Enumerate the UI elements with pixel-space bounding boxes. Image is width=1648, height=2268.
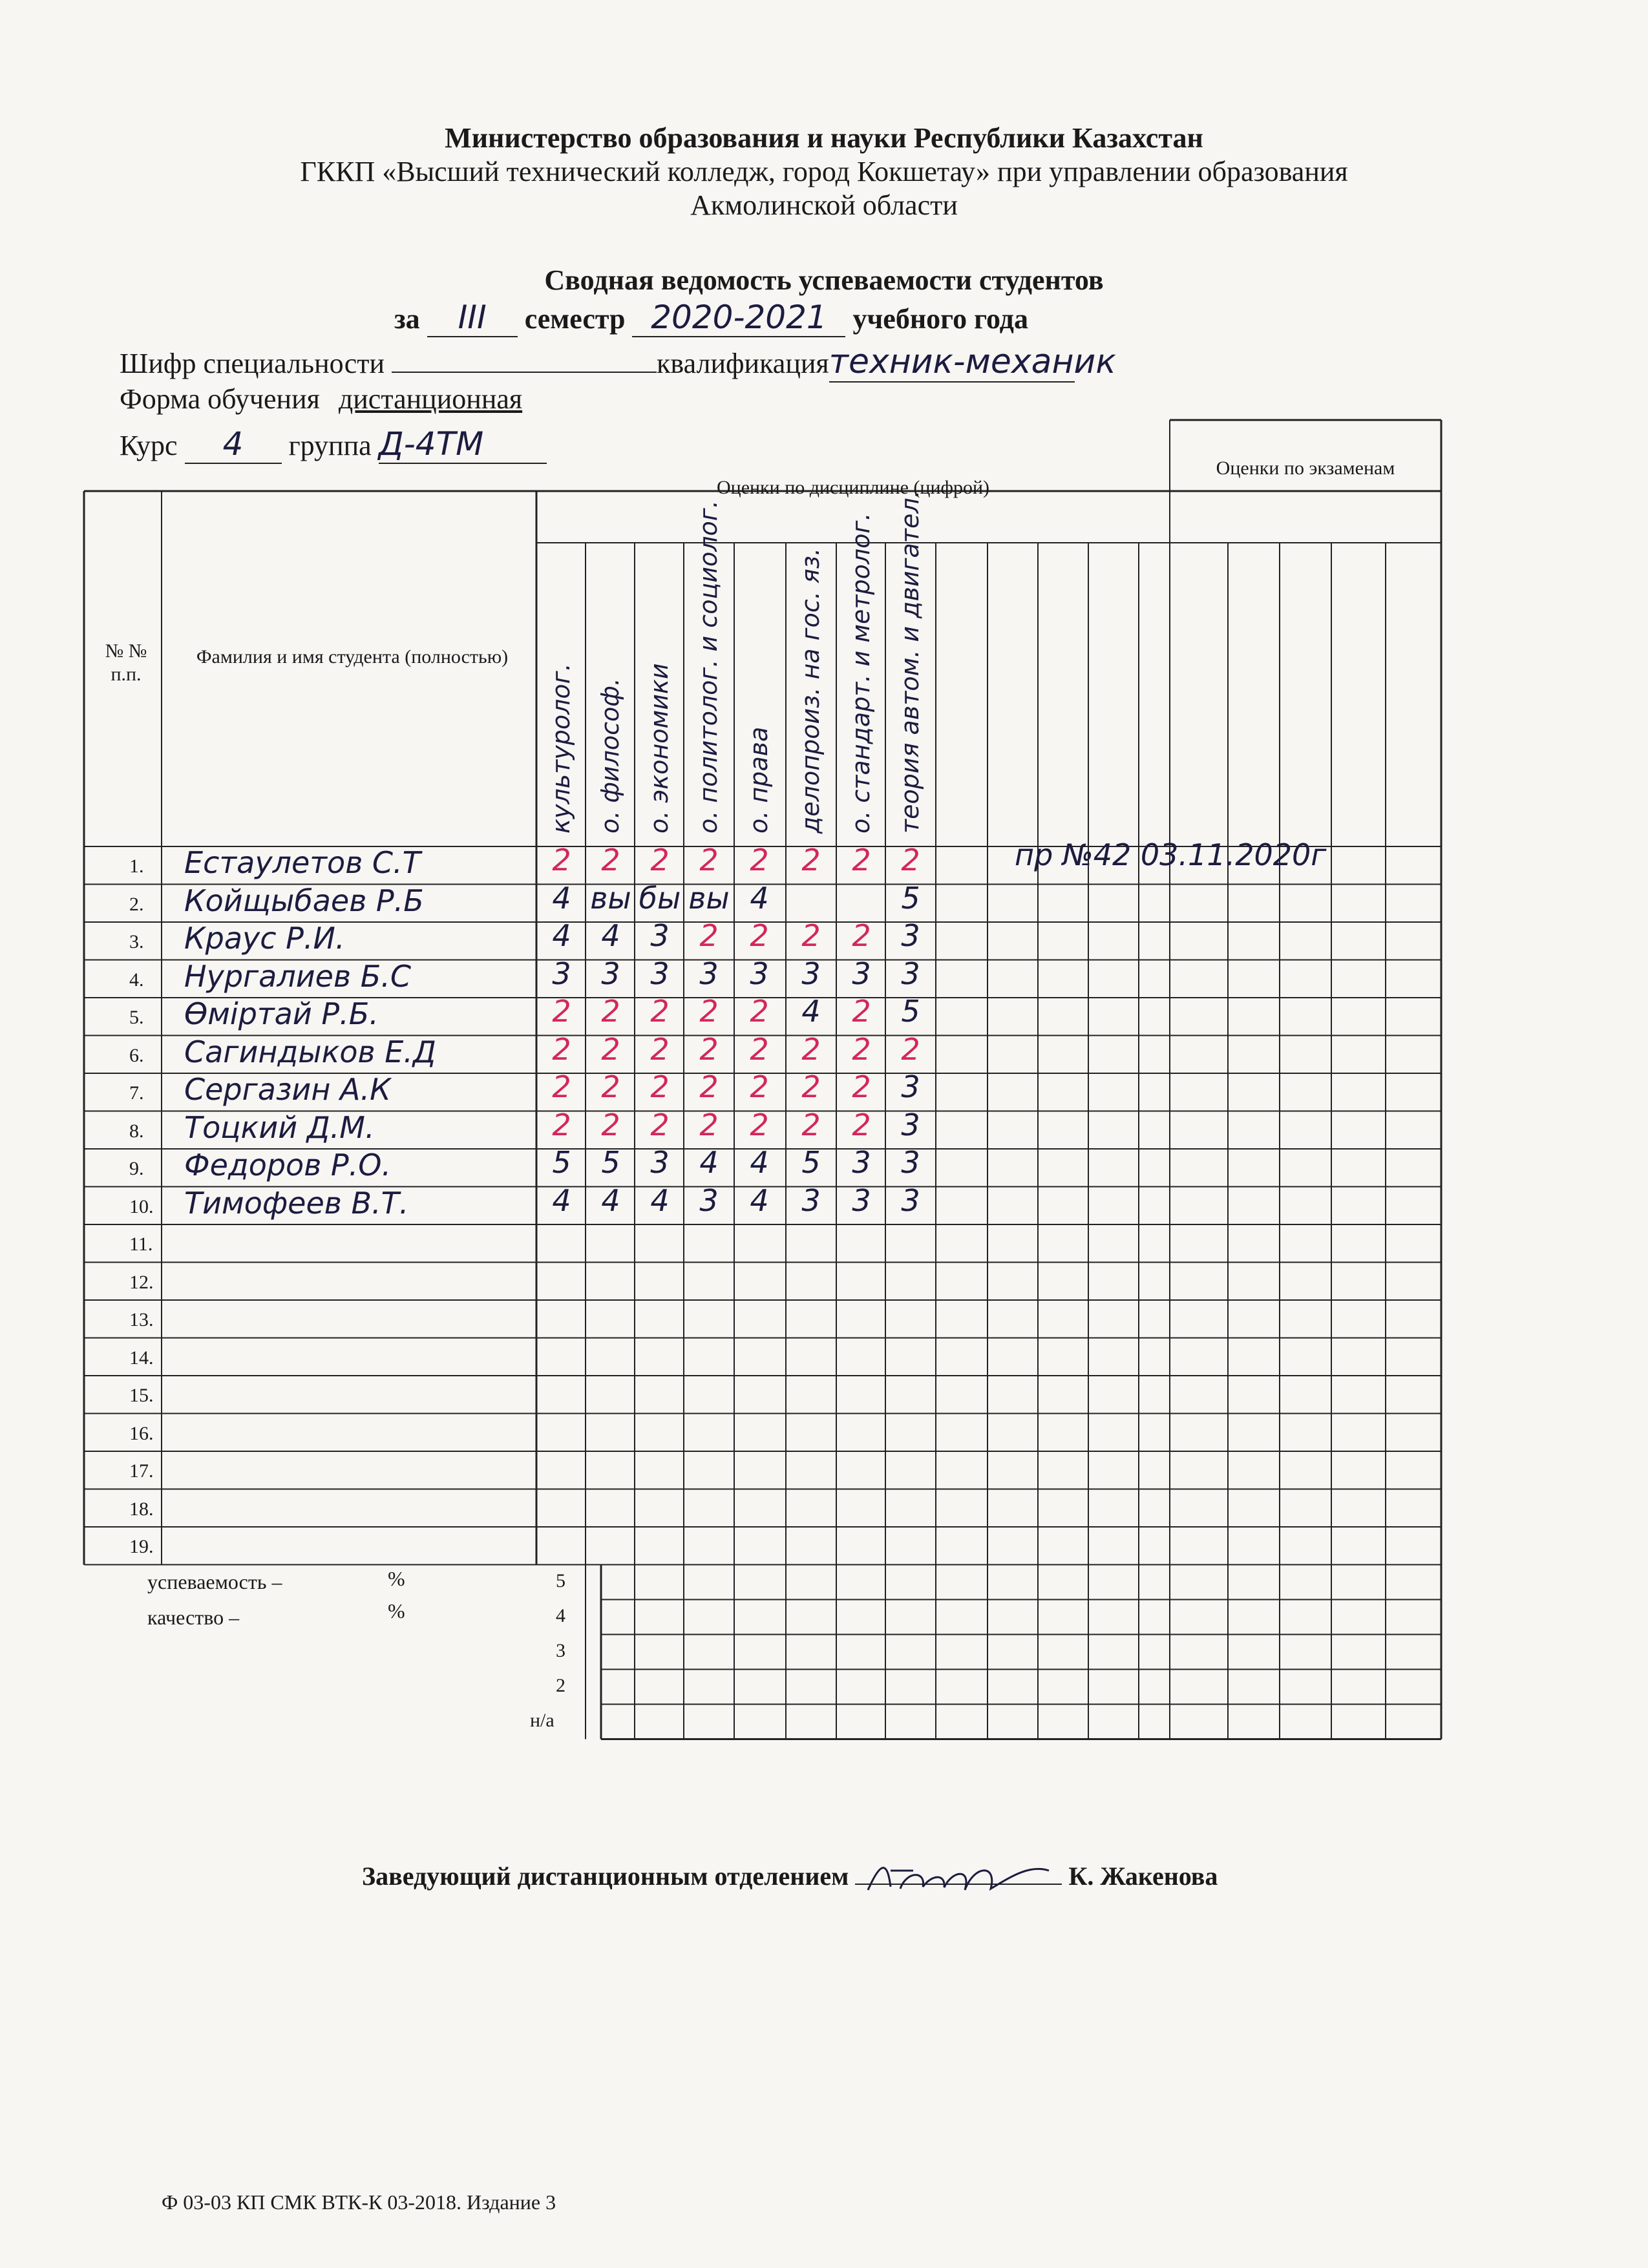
qualification-label: квалификация (657, 348, 829, 379)
grade-cell: 4 (650, 1182, 670, 1218)
grade-cell: 2 (750, 1107, 769, 1142)
signature-line (855, 1884, 1062, 1885)
grade-cell: 2 (801, 1031, 821, 1067)
discipline-header: о. политолог. и социолог. (694, 500, 723, 834)
row-number: 16. (129, 1422, 154, 1444)
semester-label: семестр (524, 303, 626, 335)
course-label: Курс (120, 430, 178, 461)
row-number: 9. (129, 1158, 144, 1179)
row-number: 4. (129, 969, 144, 991)
row-number: 1. (129, 856, 144, 877)
grade-cell: 3 (650, 956, 670, 991)
grade-cell: 4 (601, 1182, 620, 1218)
row-number: 10. (129, 1195, 154, 1217)
grade-cell: 4 (750, 1145, 769, 1180)
grade-cell: 2 (699, 1031, 719, 1067)
grade-cell: бы (639, 880, 681, 916)
grade-cell: 2 (552, 1031, 571, 1067)
quality-percent: % (388, 1599, 405, 1622)
study-form-value: дистанционная (338, 383, 523, 415)
discipline-header: культуролог. (547, 663, 575, 834)
grade-cell: 4 (750, 1182, 769, 1218)
grade-cell: 4 (699, 1145, 719, 1180)
grade-cell: 4 (801, 994, 821, 1029)
row-number: 6. (129, 1044, 144, 1066)
student-name: Естаулетов С.Т (184, 845, 421, 880)
student-name: Тоцкий Д.М. (184, 1109, 375, 1145)
grade-cell: 2 (750, 994, 769, 1029)
grade-cell: 2 (601, 1107, 620, 1142)
student-name: Тимофеев В.Т. (184, 1185, 409, 1221)
year-label: учебного года (852, 303, 1028, 335)
grade-cell: 2 (650, 1107, 670, 1142)
grade-cell: 3 (901, 956, 920, 991)
grade-cell: 4 (750, 880, 769, 916)
grade-cell: 3 (852, 956, 871, 991)
row-number: 8. (129, 1120, 144, 1142)
col-name-header: Фамилия и имя студента (полностью) (196, 646, 509, 667)
row-number: 5. (129, 1007, 144, 1028)
col-exams-header: Оценки по экзаменам (1216, 457, 1395, 479)
grade-cell: вы (590, 880, 631, 916)
grade-cell: 2 (601, 994, 620, 1029)
grade-cell: 5 (901, 994, 920, 1029)
grade-cell: 2 (650, 1069, 670, 1104)
grade-cell: 2 (750, 843, 769, 877)
success-percent: % (388, 1567, 405, 1590)
summary-level: н/а (530, 1709, 555, 1731)
discipline-header: о. стандарт. и метролог. (847, 512, 875, 834)
student-name: Өміртай Р.Б. (184, 996, 379, 1031)
grade-cell: 2 (699, 1069, 719, 1104)
year-sep: - (733, 299, 745, 336)
discipline-header: о. философ. (596, 678, 624, 834)
order-note: пр №42 03.11.2020г (1015, 837, 1327, 872)
grade-cell: 2 (699, 1107, 719, 1142)
row-number: 3. (129, 931, 144, 952)
grade-cell: 3 (801, 1182, 821, 1218)
grade-cell: 5 (801, 1145, 821, 1180)
head-line (362, 1861, 1218, 1891)
document-title: Сводная ведомость успеваемости студентов (544, 264, 1104, 296)
za-label: за (394, 303, 420, 335)
row-number: 14. (129, 1347, 154, 1369)
student-name: Нургалиев Б.С (184, 958, 411, 994)
row-number: 15. (129, 1385, 154, 1406)
grade-cell: 3 (552, 956, 571, 991)
grade-cell: 4 (552, 1182, 571, 1218)
grade-cell: 2 (852, 1031, 871, 1067)
grade-cell: 2 (801, 1107, 821, 1142)
course-value: 4 (185, 425, 282, 464)
row-number: 11. (129, 1234, 153, 1255)
grade-cell: 2 (552, 994, 571, 1029)
grade-cell: 2 (801, 918, 821, 953)
college-name: ГККП «Высший технический колледж, город Кокшетау» при управлении образования (300, 156, 1348, 187)
head-name: К. Жакенова (1068, 1862, 1218, 1891)
discipline-header: делопроиз. на гос. яз. (796, 547, 825, 834)
row-number: 18. (129, 1498, 154, 1520)
student-name: Краус Р.И. (184, 921, 345, 956)
col-disciplines-header: Оценки по дисциплине (цифрой) (716, 477, 990, 498)
grade-cell: 2 (650, 1031, 670, 1067)
grade-cell: 2 (650, 994, 670, 1029)
grade-cell: 4 (601, 918, 620, 953)
grade-cell: 2 (852, 843, 871, 877)
row-number: 17. (129, 1460, 154, 1482)
grade-cell: 3 (901, 918, 920, 953)
grade-cell: 3 (801, 956, 821, 991)
student-name: Сергазин А.К (184, 1072, 391, 1107)
form-code: Ф 03-03 КП СМК ВТК-К 03-2018. Издание 3 (162, 2190, 556, 2214)
grade-cell: 4 (552, 880, 571, 916)
grade-cell: 3 (699, 1182, 719, 1218)
success-label: успеваемость – (147, 1570, 282, 1593)
grade-cell: 2 (699, 843, 719, 877)
grade-cell: 2 (699, 994, 719, 1029)
grade-cell: 2 (601, 843, 620, 877)
grade-cell: 2 (699, 918, 719, 953)
grade-cell: 2 (601, 1069, 620, 1104)
group-value: Д-4ТМ (379, 425, 547, 464)
discipline-header: теория автом. и двигател. (896, 490, 924, 834)
grade-cell: 3 (901, 1069, 920, 1104)
grade-cell: 2 (601, 1031, 620, 1067)
summary-level: 3 (556, 1639, 565, 1661)
summary-level: 2 (556, 1674, 565, 1696)
year-from: 2020 (651, 299, 734, 336)
grade-cell: 2 (750, 1031, 769, 1067)
grade-cell: 5 (552, 1145, 571, 1180)
row-number: 13. (129, 1309, 154, 1330)
grade-cell: 3 (699, 956, 719, 991)
grade-cell: 3 (750, 956, 769, 991)
grade-cell: 2 (852, 1069, 871, 1104)
qualification-value: техник-механик (829, 342, 1116, 381)
signature-image (861, 1858, 1055, 1896)
year-to: 2021 (745, 299, 827, 336)
semester-value: III (427, 299, 518, 337)
row-number: 19. (129, 1536, 154, 1557)
study-form-label: Форма обучения (120, 383, 320, 415)
grade-cell: 2 (552, 843, 571, 877)
summary-level: 4 (556, 1604, 565, 1626)
summary-level: 5 (556, 1570, 565, 1591)
grade-cell: 3 (601, 956, 620, 991)
grade-cell: 3 (901, 1182, 920, 1218)
quality-label: качество – (147, 1606, 240, 1629)
head-label: Заведующий дистанционным отделением (362, 1862, 849, 1891)
grade-cell: 3 (852, 1182, 871, 1218)
discipline-header: о. права (745, 726, 773, 834)
ministry-title: Министерство образования и науки Республики Казахстан (445, 122, 1203, 154)
grade-cell: 2 (852, 994, 871, 1029)
grade-cell: 2 (552, 1107, 571, 1142)
row-number: 2. (129, 893, 144, 915)
region-name: Акмолинской области (690, 189, 958, 221)
grade-cell: 2 (750, 918, 769, 953)
grade-cell: 5 (601, 1145, 620, 1180)
grade-cell: 5 (901, 880, 920, 916)
student-name: Койщыбаев Р.Б (184, 883, 424, 918)
grade-cell: 2 (801, 1069, 821, 1104)
row-number: 7. (129, 1082, 144, 1104)
grade-cell: 4 (552, 918, 571, 953)
specialty-code-label: Шифр специальности (120, 348, 385, 379)
grade-cell: 3 (650, 1145, 670, 1180)
grade-cell: вы (688, 880, 730, 916)
grade-cell: 3 (901, 1145, 920, 1180)
grade-cell: 2 (750, 1069, 769, 1104)
grade-cell: 3 (901, 1107, 920, 1142)
grade-cell: 2 (901, 1031, 920, 1067)
grade-cell: 2 (801, 843, 821, 877)
row-number: 12. (129, 1271, 154, 1293)
grade-cell: 3 (852, 1145, 871, 1180)
grade-cell: 2 (852, 1107, 871, 1142)
student-name: Сагиндыков Е.Д (184, 1034, 436, 1069)
col-num-header: № № п.п. (105, 640, 147, 685)
grade-cell: 3 (650, 918, 670, 953)
group-label: группа (288, 430, 372, 461)
grade-cell: 2 (852, 918, 871, 953)
grade-cell: 2 (901, 843, 920, 877)
grade-cell: 2 (650, 843, 670, 877)
student-name: Федоров Р.О. (184, 1148, 392, 1182)
discipline-header: о. экономики (645, 663, 673, 834)
grade-cell: 2 (552, 1069, 571, 1104)
